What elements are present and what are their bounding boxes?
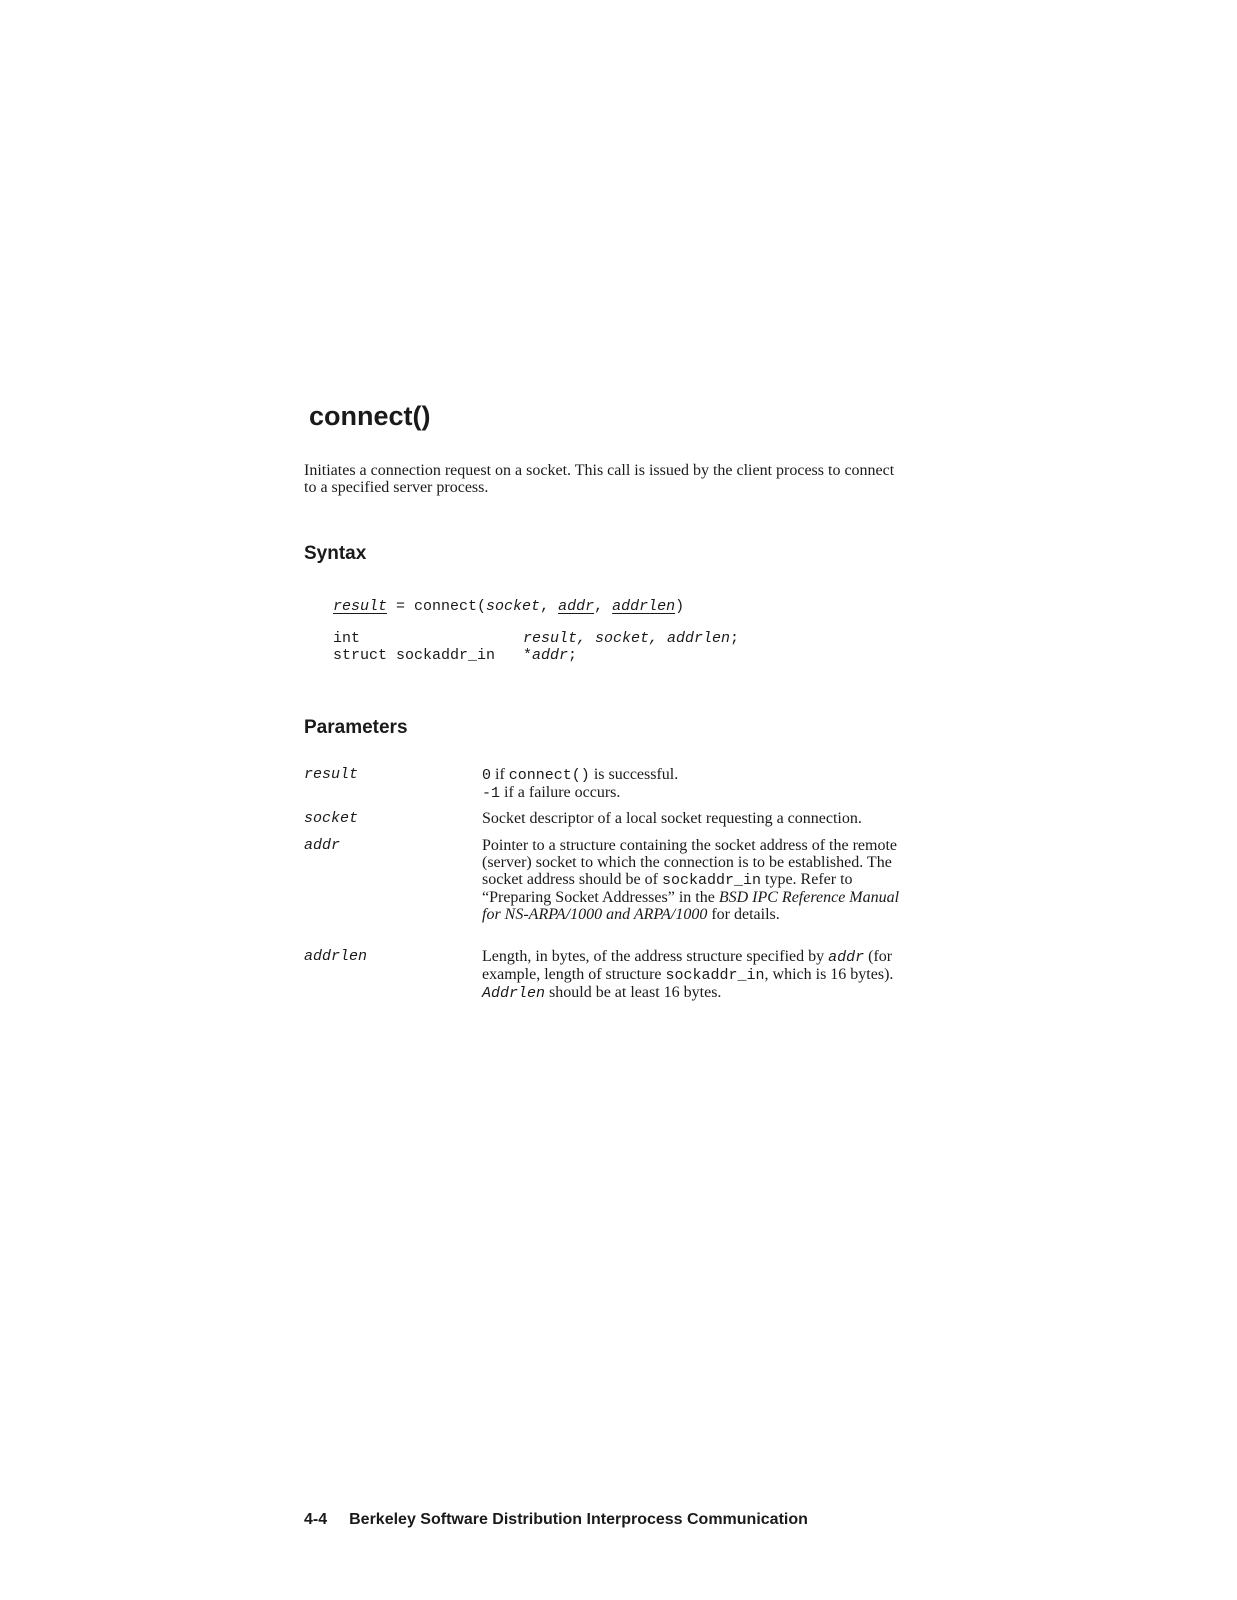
text: Pointer to a structure containing the socket address of the remote (server) socket to which the connection is to be established. The socket address should be of (482, 837, 897, 888)
code-sockaddr-in: sockaddr_in (661, 872, 761, 889)
decl-struct-type: struct sockaddr_in (333, 647, 496, 664)
syntax-comma: , (594, 598, 613, 615)
param-name-addrlen: addrlen (304, 948, 368, 965)
param-desc-addrlen (482, 948, 910, 1002)
code-minus-one: -1 (482, 785, 501, 802)
text: if a failure occurs. (500, 784, 621, 801)
decl-int-type: int (333, 630, 361, 647)
code-addrlen: Addrlen (482, 985, 546, 1002)
text: (for example, length of structure (482, 948, 893, 983)
param-result-line1 (482, 766, 910, 784)
syntax-heading: Syntax (304, 543, 367, 564)
param-desc-socket: Socket descriptor of a local socket requesting a connection. (482, 810, 862, 827)
text: Length, in bytes, of the address structure specified by (482, 948, 829, 965)
syntax-arg-addrlen: addrlen (612, 598, 676, 615)
footer-page-number: 4-4 (304, 1511, 328, 1528)
code-addr: addr (828, 949, 865, 966)
decl-struct-vars (523, 647, 577, 664)
text: , which is 16 bytes). (764, 966, 894, 983)
syntax-equals: = (387, 598, 415, 615)
param-name-socket: socket (304, 810, 359, 827)
text: is successful. (589, 766, 679, 783)
param-name-addr: addr (304, 837, 341, 854)
param-desc-addr (482, 837, 910, 923)
syntax-call-line (333, 598, 684, 615)
decl-semicolon: ; (730, 630, 740, 647)
syntax-function: connect( (414, 598, 487, 615)
manual-title: BSD IPC Reference Manual for NS-ARPA/1000 and ARPA/1000 (482, 889, 900, 923)
syntax-arg-socket: socket (486, 598, 541, 615)
decl-struct-var: addr (532, 647, 569, 664)
param-result-line2 (482, 784, 910, 802)
code-zero: 0 (482, 767, 492, 784)
code-sockaddr-in: sockaddr_in (665, 967, 765, 984)
syntax-result: result (333, 598, 388, 615)
page-title: connect() (309, 401, 431, 431)
syntax-arg-addr: addr (558, 598, 595, 615)
text: for details. (707, 906, 780, 923)
text: if (491, 766, 509, 783)
decl-pointer-star: * (523, 647, 533, 664)
decl-int-var-list: result, socket, addrlen (523, 630, 731, 647)
param-name-result: result (304, 766, 359, 783)
footer-title: Berkeley Software Distribution Interprocess Communication (349, 1511, 808, 1528)
text: should be at least 16 bytes. (545, 984, 722, 1001)
decl-semicolon: ; (568, 647, 578, 664)
syntax-comma: , (540, 598, 559, 615)
decl-int-vars (523, 630, 739, 647)
code-connect: connect() (508, 767, 590, 784)
parameters-heading: Parameters (304, 717, 408, 738)
description-text: Initiates a connection request on a socket. This call is issued by the client process to connect to a specified server process. (304, 462, 895, 496)
page-footer (304, 1510, 808, 1530)
param-desc-result (482, 766, 910, 802)
text: type. Refer to “Preparing Socket Addresses” in the (482, 871, 853, 906)
syntax-close-paren: ) (675, 598, 685, 615)
